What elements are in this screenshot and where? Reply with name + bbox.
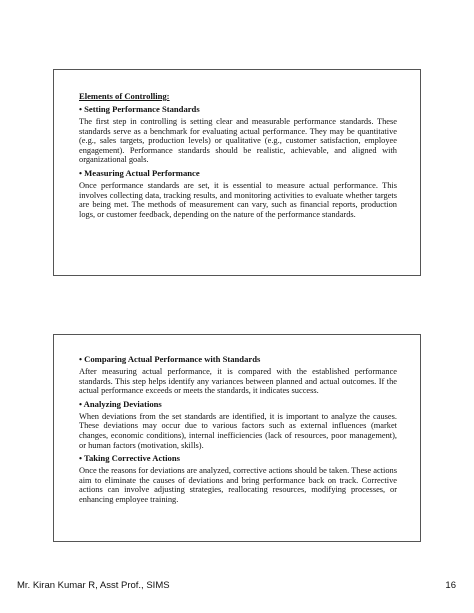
slide-heading: Elements of Controlling: [79,91,170,101]
section-title-comparing-performance: • Comparing Actual Performance with Standards [79,354,261,364]
page-number: 16 [445,580,456,591]
slide-comparing-analyzing-correcting [53,334,421,542]
section-text-measuring-performance: Once performance standards are set, it is essential to measure actual performance. This involves collecting data, tracking results, and monitoring activities to evaluate whether targets are being met. The methods of measurement can vary, such as financial reports, production logs, or customer feedback, depending on the nature of the performance standards. [79,180,397,219]
slide-elements-of-controlling [53,69,421,276]
section-title-analyzing-deviations: • Analyzing Deviations [79,398,162,409]
footer-author: Mr. Kiran Kumar R, Asst Prof., SIMS [17,580,170,591]
slide-content [79,91,397,222]
section-text-comparing-performance: After measuring actual performance, it is compared with the established performance standards. This step helps identify any variances between planned and actual outcomes. If the actual performance exceeds or meets the standards, it indicates success. [79,367,397,396]
slide-content [79,354,397,508]
section-text-analyzing-deviations: When deviations from the set standards are identified, it is important to analyze the causes. These deviations may occur due to various factors such as external influences (market changes, economic conditions), internal inefficiencies (lack of resources, poor management), or human factors (motivation, skills). [79,411,397,450]
section-title-setting-standards: • Setting Performance Standards [79,104,200,114]
section-text-corrective-actions: Once the reasons for deviations are analyzed, corrective actions should be taken. These actions aim to eliminate the causes of deviations and bring performance back on track. Corrective actions can involve adjusting strategies, reallocating resources, modifying processes, or enhancing employee training. [79,466,397,504]
section-title-measuring-performance: • Measuring Actual Performance [79,167,200,178]
section-text-setting-standards: The first step in controlling is setting clear and measurable performance standards. These standards serve as a benchmark for evaluating actual performance. They may be quantitative (e.g., sales targets, production levels) or qualitative (e.g., customer satisfaction, employee engagement). Performance standards should be realistic, achievable, and aligned with organizational goals. [79,117,397,165]
section-title-corrective-actions: • Taking Corrective Actions [79,453,180,464]
